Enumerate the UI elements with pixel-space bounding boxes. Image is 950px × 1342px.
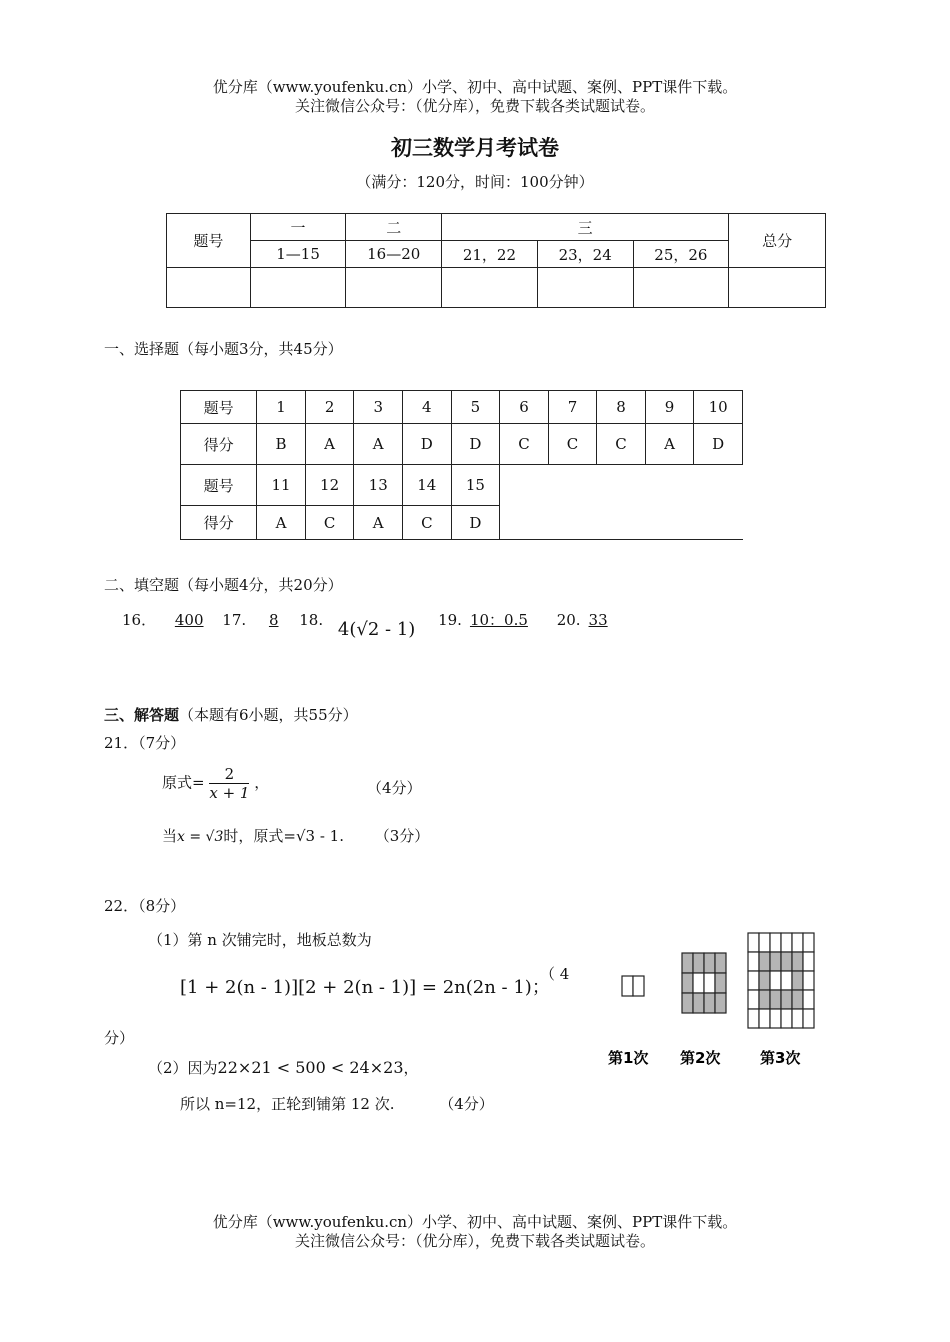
choice-answer: B <box>257 424 306 465</box>
score-range: 23，24 <box>537 241 633 268</box>
q18-answer: 4(√2 - 1) <box>337 619 416 640</box>
choice-answer: D <box>451 424 500 465</box>
q21-result: √3 - 1 <box>295 827 340 845</box>
tile <box>704 953 715 973</box>
q22-part-2 <box>148 1057 419 1078</box>
q22-formula-end: ； <box>531 977 550 998</box>
tile <box>759 990 770 1009</box>
q21-fraction-denominator: x + 1 <box>209 784 250 802</box>
choice-answer: A <box>257 506 306 540</box>
score-cell[interactable] <box>442 268 538 308</box>
choice-answer: C <box>305 506 354 540</box>
tile <box>770 933 781 952</box>
header-line-2: 关注微信公众号：（优分库），免费下载各类试题试卷。 <box>294 97 655 115</box>
figure-label-2: 第2次 <box>680 1049 721 1067</box>
score-range: 21，22 <box>442 241 538 268</box>
q22-score-1a: （ 4 <box>540 965 570 983</box>
score-cell[interactable] <box>250 268 346 308</box>
tile <box>781 971 792 990</box>
tile <box>759 952 770 971</box>
q21-suffix: ， <box>254 773 270 792</box>
tiling-step-2 <box>682 953 726 1013</box>
choice-answer: A <box>354 506 403 540</box>
tile <box>748 933 759 952</box>
page-title: 初三数学月考试卷 <box>391 135 559 160</box>
score-table <box>166 213 826 308</box>
score-cell[interactable] <box>537 268 633 308</box>
choice-answer: D <box>694 424 743 465</box>
choice-number: 6 <box>500 391 549 424</box>
choice-number: 8 <box>597 391 646 424</box>
q22-formula-text: [1 + 2(n - 1)][2 + 2(n - 1)] = 2n(2n - 1) <box>180 977 532 998</box>
site-header <box>0 78 950 116</box>
choice-number: 14 <box>403 465 452 506</box>
tile <box>803 990 814 1009</box>
score-cell[interactable] <box>167 268 251 308</box>
choice-answer: A <box>305 424 354 465</box>
q21-fraction <box>209 765 249 802</box>
score-table-total-label: 总分 <box>729 214 826 268</box>
choice-label-answer: 得分 <box>181 424 257 465</box>
tile <box>682 953 693 973</box>
tile <box>704 973 715 993</box>
tile <box>770 971 781 990</box>
q17-label: 17. <box>222 611 247 629</box>
q20-answer: 33 <box>588 611 608 629</box>
q22-part-2-prefix: （2）因为 <box>148 1059 218 1077</box>
q21-line-2 <box>162 825 429 846</box>
site-footer <box>0 1213 950 1251</box>
tile <box>781 1009 792 1028</box>
tile <box>693 993 704 1013</box>
choice-number: 15 <box>451 465 500 506</box>
choice-answer: A <box>645 424 694 465</box>
q18-label: 18. <box>299 611 324 629</box>
tile <box>781 933 792 952</box>
q21-score-1: （4分） <box>367 779 422 797</box>
choice-answer: C <box>500 424 549 465</box>
choice-answer: C <box>548 424 597 465</box>
q22-part-2-line-2 <box>180 1093 494 1114</box>
section-3-heading-bold: 三、解答题 <box>104 706 180 724</box>
choice-label-no: 题号 <box>181 391 257 424</box>
tile <box>682 973 693 993</box>
choice-number: 11 <box>257 465 306 506</box>
choice-answer: C <box>403 506 452 540</box>
tile <box>803 952 814 971</box>
q19-label: 19. <box>438 611 462 629</box>
q22-conclusion: 所以 n=12，正轮到铺第 12 次. <box>180 1095 395 1113</box>
choice-number: 4 <box>403 391 452 424</box>
q21-then: 时，原式= <box>223 827 296 845</box>
page-subtitle: （满分：120分，时间：100分钟） <box>356 173 594 191</box>
score-group-2: 二 <box>346 214 442 241</box>
section-2-heading: 二、填空题（每小题4分，共20分） <box>104 576 343 594</box>
score-cell[interactable] <box>729 268 826 308</box>
q22-part-2-suffix: ， <box>403 1059 419 1077</box>
tiling-step-3 <box>748 933 814 1028</box>
choice-number: 10 <box>694 391 743 424</box>
tile <box>682 993 693 1013</box>
q22-part-1: （1）第 n 次铺完时，地板总数为 <box>148 931 372 949</box>
tile <box>622 976 633 996</box>
score-range: 25，26 <box>633 241 729 268</box>
tile <box>781 990 792 1009</box>
tile <box>792 933 803 952</box>
q19-answer: 10：0.5 <box>469 611 528 629</box>
score-cell[interactable] <box>633 268 729 308</box>
q22-label: 22．（8分） <box>104 897 186 915</box>
q21-fraction-numerator: 2 <box>209 765 249 784</box>
q17-answer: 8 <box>268 611 279 629</box>
tile <box>633 976 644 996</box>
tile <box>704 993 715 1013</box>
tile <box>759 933 770 952</box>
tile <box>792 1009 803 1028</box>
tile <box>715 973 726 993</box>
header-line-1: 优分库（www.youfenku.cn）小学、初中、高中试题、案例、PPT课件下载。 <box>212 78 738 96</box>
tile <box>803 1009 814 1028</box>
tile <box>770 1009 781 1028</box>
fill-answers-row <box>122 609 624 640</box>
q21-score-2: （3分） <box>374 827 430 845</box>
choice-answer: D <box>403 424 452 465</box>
tile <box>803 933 814 952</box>
choice-number: 7 <box>548 391 597 424</box>
section-3-heading-rest: （本题有6小题，共55分） <box>179 706 358 724</box>
tile <box>759 1009 770 1028</box>
section-3-heading <box>104 704 358 725</box>
choice-number: 3 <box>354 391 403 424</box>
q21-prefix: 原式= <box>162 773 205 792</box>
tiling-figure <box>600 925 830 1075</box>
choice-number: 5 <box>451 391 500 424</box>
q21-line-1 <box>162 765 269 802</box>
tiling-step-1 <box>622 976 644 996</box>
tile <box>748 1009 759 1028</box>
q21-period: . <box>339 827 344 845</box>
tile <box>781 952 792 971</box>
tile <box>759 971 770 990</box>
choice-number: 9 <box>645 391 694 424</box>
choice-number: 2 <box>305 391 354 424</box>
figure-label-3: 第3次 <box>760 1049 801 1067</box>
choice-answer: D <box>451 506 500 540</box>
choice-answer: C <box>597 424 646 465</box>
score-range: 16—20 <box>346 241 442 268</box>
tile <box>693 973 704 993</box>
footer-line-2: 关注微信公众号：（优分库），免费下载各类试题试卷。 <box>294 1232 655 1250</box>
tile <box>748 952 759 971</box>
footer-line-1: 优分库（www.youfenku.cn）小学、初中、高中试题、案例、PPT课件下载。 <box>212 1213 738 1231</box>
choice-number: 13 <box>354 465 403 506</box>
choice-answer-table <box>180 390 743 540</box>
score-group-1: 一 <box>250 214 346 241</box>
tile <box>770 952 781 971</box>
q22-part-2-math: 22×21 < 500 < 24×23 <box>217 1058 404 1077</box>
tile <box>792 952 803 971</box>
figure-label-1: 第1次 <box>608 1049 649 1067</box>
tile <box>792 990 803 1009</box>
choice-label-no: 题号 <box>181 465 257 506</box>
tile <box>792 971 803 990</box>
tile <box>715 953 726 973</box>
q16-label: 16． <box>122 611 157 629</box>
q22-score-1b: 分） <box>104 1029 135 1047</box>
choice-number: 12 <box>305 465 354 506</box>
tile <box>748 971 759 990</box>
q22-score-2: （4分） <box>439 1095 494 1113</box>
q20-label: 20. <box>556 611 581 629</box>
choice-label-answer: 得分 <box>181 506 257 540</box>
score-group-3: 三 <box>442 214 729 241</box>
q22-formula <box>180 973 550 999</box>
q21-x-value: x = √3 <box>177 829 224 845</box>
q16-answer: 400 <box>174 611 204 629</box>
tile <box>770 990 781 1009</box>
score-table-row-label: 题号 <box>167 214 251 268</box>
score-range: 1—15 <box>250 241 346 268</box>
q21-when: 当 <box>162 827 178 845</box>
section-1-heading: 一、选择题（每小题3分，共45分） <box>104 340 343 358</box>
tile <box>748 990 759 1009</box>
score-cell[interactable] <box>346 268 442 308</box>
choice-answer: A <box>354 424 403 465</box>
tile <box>715 993 726 1013</box>
tile <box>693 953 704 973</box>
q21-label: 21．（7分） <box>104 734 186 752</box>
choice-number: 1 <box>257 391 306 424</box>
tile <box>803 971 814 990</box>
